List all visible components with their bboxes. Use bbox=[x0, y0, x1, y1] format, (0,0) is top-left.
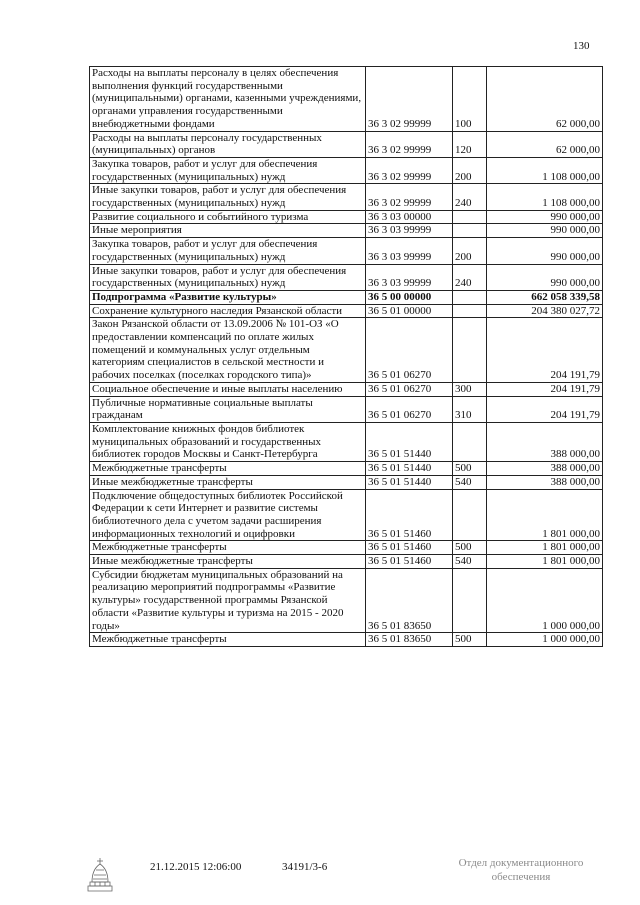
row-code-cell: 36 3 02 99999 bbox=[366, 67, 453, 132]
row-name-cell: Субсидии бюджетам муниципальных образований на реализацию мероприятий подпрограммы «Развитие культуры» государственной программы Рязанской области «Развитие культуры и туризма на 2015 - 2020 годы» bbox=[90, 568, 366, 633]
stamp-line-2: обеспечения bbox=[491, 871, 551, 883]
row-type-cell: 500 bbox=[453, 633, 487, 647]
row-type-cell bbox=[453, 422, 487, 461]
row-name-cell: Межбюджетные трансферты bbox=[90, 462, 366, 476]
row-code-cell: 36 5 01 51440 bbox=[366, 475, 453, 489]
row-name-cell: Иные межбюджетные трансферты bbox=[90, 475, 366, 489]
row-amount-cell: 62 000,00 bbox=[487, 67, 603, 132]
row-amount-cell: 204 191,79 bbox=[487, 318, 603, 383]
budget-table-body bbox=[90, 67, 603, 647]
row-name-cell: Социальное обеспечение и иные выплаты населению bbox=[90, 382, 366, 396]
table-row bbox=[90, 290, 603, 304]
table-row bbox=[90, 633, 603, 647]
row-code-cell: 36 3 03 00000 bbox=[366, 210, 453, 224]
row-type-cell: 240 bbox=[453, 264, 487, 290]
row-code-cell: 36 5 01 83650 bbox=[366, 568, 453, 633]
row-type-cell bbox=[453, 224, 487, 238]
table-row bbox=[90, 67, 603, 132]
table-row bbox=[90, 224, 603, 238]
row-code-cell: 36 5 01 00000 bbox=[366, 304, 453, 318]
table-row bbox=[90, 396, 603, 422]
row-type-cell: 120 bbox=[453, 131, 487, 157]
page-footer bbox=[0, 856, 640, 896]
row-type-cell bbox=[453, 304, 487, 318]
row-type-cell: 240 bbox=[453, 184, 487, 210]
row-amount-cell: 1 108 000,00 bbox=[487, 184, 603, 210]
row-amount-cell: 1 801 000,00 bbox=[487, 555, 603, 569]
table-row bbox=[90, 157, 603, 183]
table-row bbox=[90, 422, 603, 461]
row-code-cell: 36 5 01 06270 bbox=[366, 318, 453, 383]
row-type-cell: 200 bbox=[453, 157, 487, 183]
row-code-cell: 36 3 02 99999 bbox=[366, 184, 453, 210]
table-row bbox=[90, 184, 603, 210]
row-type-cell bbox=[453, 318, 487, 383]
budget-table bbox=[89, 66, 603, 647]
table-row bbox=[90, 264, 603, 290]
row-code-cell: 36 5 01 51460 bbox=[366, 489, 453, 541]
row-code-cell: 36 3 02 99999 bbox=[366, 157, 453, 183]
row-name-cell: Закупка товаров, работ и услуг для обеспечения государственных (муниципальных) нужд bbox=[90, 157, 366, 183]
row-code-cell: 36 5 01 51440 bbox=[366, 462, 453, 476]
row-name-cell: Закупка товаров, работ и услуг для обеспечения государственных (муниципальных) нужд bbox=[90, 238, 366, 264]
page-number: 130 bbox=[573, 40, 590, 52]
row-type-cell: 540 bbox=[453, 555, 487, 569]
row-code-cell: 36 3 03 99999 bbox=[366, 264, 453, 290]
table-row bbox=[90, 462, 603, 476]
row-name-cell: Межбюджетные трансферты bbox=[90, 633, 366, 647]
row-code-cell: 36 5 00 00000 bbox=[366, 290, 453, 304]
row-name-cell: Межбюджетные трансферты bbox=[90, 541, 366, 555]
row-name-cell: Комплектование книжных фондов библиотек муниципальных образований и государственных библиотек городов Москвы и Санкт-Петербурга bbox=[90, 422, 366, 461]
row-code-cell: 36 3 02 99999 bbox=[366, 131, 453, 157]
department-stamp bbox=[446, 856, 596, 884]
table-row bbox=[90, 382, 603, 396]
table-row bbox=[90, 568, 603, 633]
table-row bbox=[90, 318, 603, 383]
row-type-cell: 100 bbox=[453, 67, 487, 132]
row-name-cell: Сохранение культурного наследия Рязанской области bbox=[90, 304, 366, 318]
row-amount-cell: 204 380 027,72 bbox=[487, 304, 603, 318]
row-name-cell: Расходы на выплаты персоналу государственных (муниципальных) органов bbox=[90, 131, 366, 157]
row-amount-cell: 662 058 339,58 bbox=[487, 290, 603, 304]
table-row bbox=[90, 489, 603, 541]
row-name-cell: Подключение общедоступных библиотек Российской Федерации к сети Интернет и развитие системы библиотечного дела с учетом задачи расширения информационных технологий и оцифровки bbox=[90, 489, 366, 541]
table-row bbox=[90, 304, 603, 318]
row-amount-cell: 990 000,00 bbox=[487, 210, 603, 224]
footer-doc-number: 34191/3-6 bbox=[282, 861, 328, 873]
row-code-cell: 36 5 01 06270 bbox=[366, 396, 453, 422]
table-row bbox=[90, 541, 603, 555]
row-amount-cell: 388 000,00 bbox=[487, 462, 603, 476]
row-name-cell: Расходы на выплаты персоналу в целях обеспечения выполнения функций государственными (муниципальными) органами, казенными учреждениями, органами управления государственными внебюджетными фондами bbox=[90, 67, 366, 132]
row-amount-cell: 388 000,00 bbox=[487, 422, 603, 461]
row-type-cell bbox=[453, 290, 487, 304]
row-amount-cell: 388 000,00 bbox=[487, 475, 603, 489]
table-row bbox=[90, 131, 603, 157]
table-row bbox=[90, 210, 603, 224]
row-type-cell: 200 bbox=[453, 238, 487, 264]
stamp-line-1: Отдел документационного bbox=[458, 857, 584, 869]
row-type-cell: 500 bbox=[453, 462, 487, 476]
row-code-cell: 36 5 01 06270 bbox=[366, 382, 453, 396]
row-code-cell: 36 5 01 83650 bbox=[366, 633, 453, 647]
row-name-cell: Публичные нормативные социальные выплаты гражданам bbox=[90, 396, 366, 422]
row-code-cell: 36 5 01 51460 bbox=[366, 541, 453, 555]
row-name-cell: Иные межбюджетные трансферты bbox=[90, 555, 366, 569]
row-amount-cell: 62 000,00 bbox=[487, 131, 603, 157]
row-name-cell: Иные мероприятия bbox=[90, 224, 366, 238]
row-code-cell: 36 5 01 51460 bbox=[366, 555, 453, 569]
table-row bbox=[90, 555, 603, 569]
row-name-cell: Развитие социального и событийного туризма bbox=[90, 210, 366, 224]
row-amount-cell: 1 000 000,00 bbox=[487, 633, 603, 647]
row-type-cell: 540 bbox=[453, 475, 487, 489]
row-amount-cell: 1 801 000,00 bbox=[487, 489, 603, 541]
row-type-cell bbox=[453, 568, 487, 633]
row-name-cell: Иные закупки товаров, работ и услуг для обеспечения государственных (муниципальных) нужд bbox=[90, 184, 366, 210]
emblem-icon bbox=[86, 856, 114, 894]
row-name-cell: Закон Рязанской области от 13.09.2006 № 101-ОЗ «О предоставлении компенсаций по оплате жилых помещений и коммунальных услуг отдельным категориям специалистов в сельской местности и рабочих поселках (поселках городского типа)» bbox=[90, 318, 366, 383]
row-name-cell: Иные закупки товаров, работ и услуг для обеспечения государственных (муниципальных) нужд bbox=[90, 264, 366, 290]
row-code-cell: 36 3 03 99999 bbox=[366, 238, 453, 264]
footer-datetime: 21.12.2015 12:06:00 bbox=[150, 861, 242, 873]
row-amount-cell: 1 000 000,00 bbox=[487, 568, 603, 633]
row-type-cell: 310 bbox=[453, 396, 487, 422]
row-amount-cell: 1 801 000,00 bbox=[487, 541, 603, 555]
row-code-cell: 36 5 01 51440 bbox=[366, 422, 453, 461]
row-amount-cell: 990 000,00 bbox=[487, 238, 603, 264]
table-row bbox=[90, 238, 603, 264]
row-type-cell bbox=[453, 210, 487, 224]
row-amount-cell: 1 108 000,00 bbox=[487, 157, 603, 183]
row-type-cell: 300 bbox=[453, 382, 487, 396]
row-type-cell: 500 bbox=[453, 541, 487, 555]
row-amount-cell: 990 000,00 bbox=[487, 224, 603, 238]
row-amount-cell: 204 191,79 bbox=[487, 396, 603, 422]
row-name-cell: Подпрограмма «Развитие культуры» bbox=[90, 290, 366, 304]
row-amount-cell: 204 191,79 bbox=[487, 382, 603, 396]
row-amount-cell: 990 000,00 bbox=[487, 264, 603, 290]
row-code-cell: 36 3 03 99999 bbox=[366, 224, 453, 238]
table-row bbox=[90, 475, 603, 489]
row-type-cell bbox=[453, 489, 487, 541]
